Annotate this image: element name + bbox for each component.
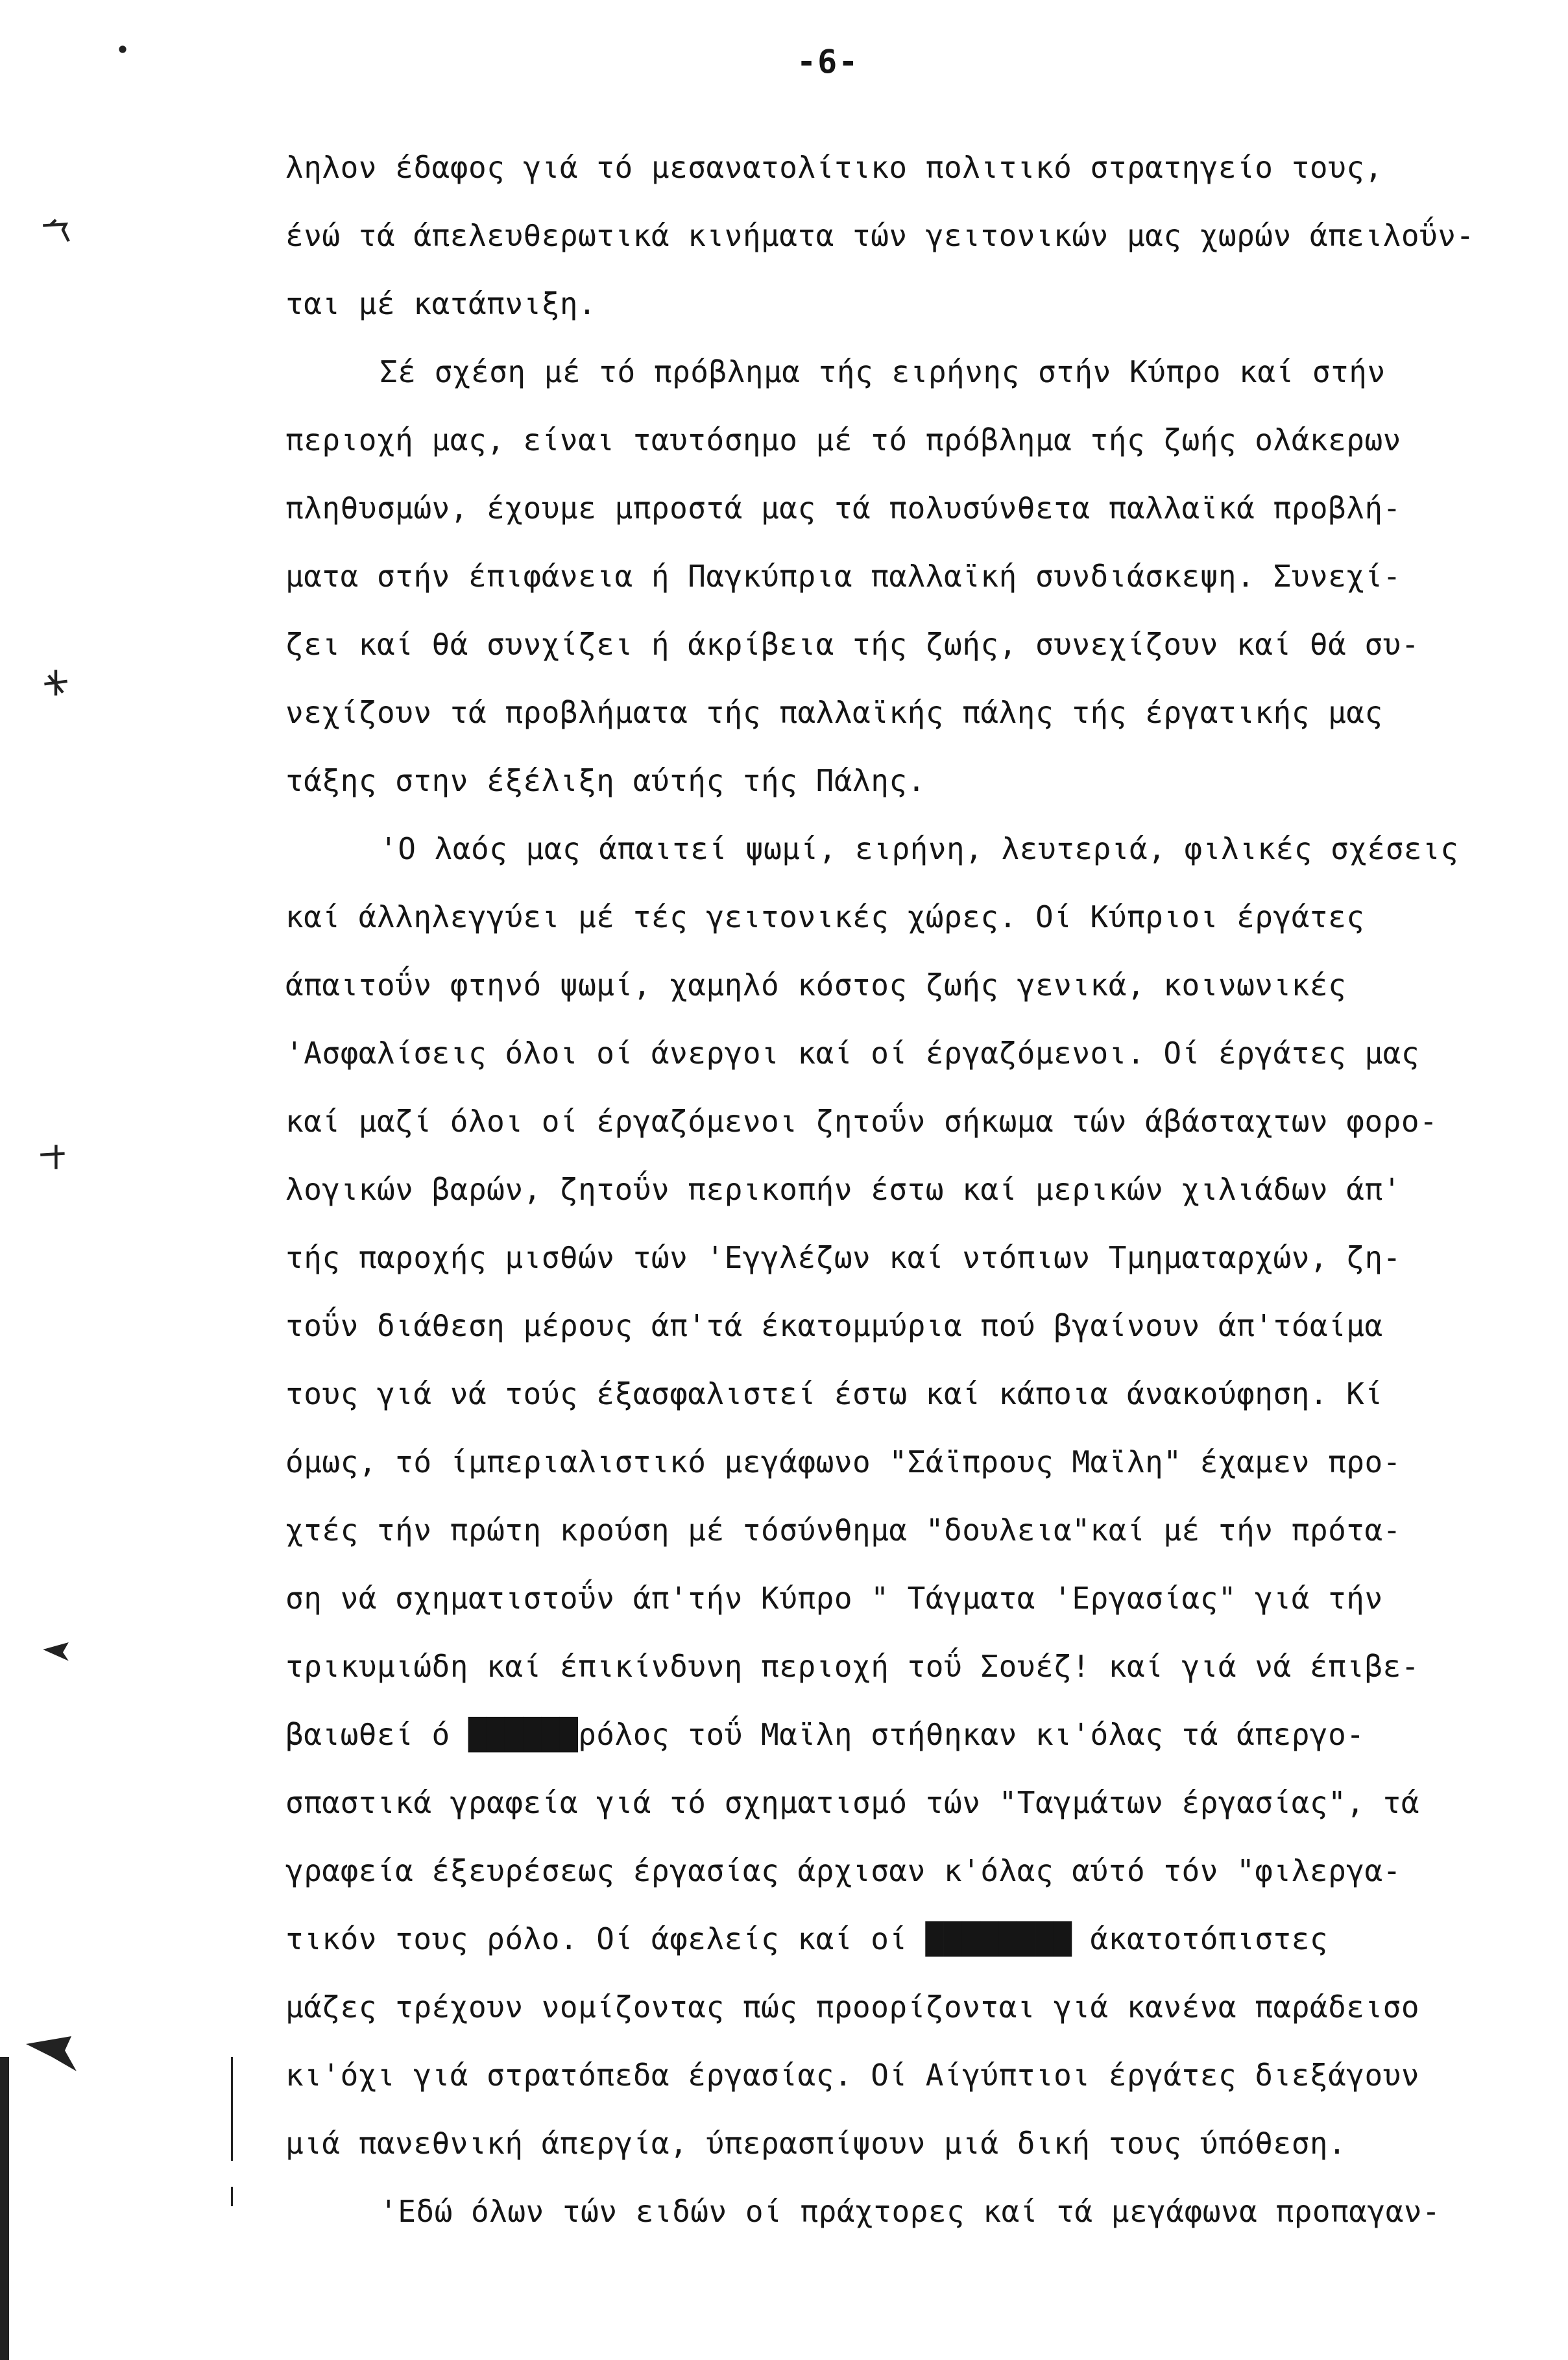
text-line: 'Ο λαός μας άπαιτεί ψωμί, ειρήνη, λευτεριά, φιλικές σχέσεις: [380, 831, 1459, 866]
text-line: μάζες τρέχουν νομίζοντας πώς προορίζονται γιά κανένα παράδεισο: [285, 1989, 1420, 2025]
text-line: βαιωθεί ό ██████ρόλος τοΰ Μαϊλη στήθηκαν κι'όλας τά άπεργο-: [285, 1717, 1365, 1752]
text-line: ληλον έδαφος γιά τό μεσανατολίτικο πολιτικό στρατηγείο τους,: [285, 150, 1383, 185]
text-line: ζει καί θά συνχίζει ή άκρίβεια τής ζωής, συνεχίζουν καί θά συ-: [285, 627, 1420, 662]
text-line: καί μαζί όλοι οί έργαζόμενοι ζητοΰν σήκωμα τών άβάσταχτων φορο-: [285, 1104, 1438, 1139]
margin-rule: [231, 2057, 233, 2161]
text-line: ση νά σχηματιστοΰν άπ'τήν Κύπρο " Τάγματα 'Εργασίας" γιά τήν: [285, 1581, 1383, 1616]
text-line: τοΰν διάθεση μέρους άπ'τά έκατομμύρια πού βγαίνουν άπ'τόαίμα: [285, 1308, 1383, 1343]
text-line: κι'όχι γιά στρατόπεδα έργασίας. Οί Αίγύπτιοι έργάτες διεξάγουν: [285, 2058, 1420, 2093]
text-line: τρικυμιώδη καί έπικίνδυνη περιοχή τοΰ Σουέζ! καί γιά νά έπιβε-: [285, 1649, 1420, 1684]
text-line: λογικών βαρών, ζητοΰν περικοπήν έστω καί μερικών χιλιάδων άπ': [285, 1172, 1401, 1207]
text-line: τικόν τους ρόλο. Οί άφελείς καί οί ████████ άκατοτόπιστες: [285, 1921, 1329, 1956]
text-line: περιοχή μας, είναι ταυτόσημο μέ τό πρόβλημα τής ζωής ολάκερων: [285, 422, 1401, 457]
text-line: τους γιά νά τούς έξασφαλιστεί έστω καί κάποια άνακούφηση. Κί: [285, 1376, 1383, 1411]
text-line: πληθυσμών, έχουμε μπροστά μας τά πολυσύνθετα παλλαϊκά προβλή-: [285, 491, 1401, 526]
arrow-left-icon: [39, 1142, 67, 1171]
scan-edge-shadow: [0, 2057, 9, 2360]
text-line: άπαιτοΰν φτηνό ψωμί, χαμηλό κόστος ζωής γενικά, κοινωνικές: [285, 967, 1347, 1003]
text-line: 'Εδώ όλων τών ειδών οί πράχτορες καί τά μεγάφωνα προπαγαν-: [380, 2194, 1441, 2229]
text-line: τάξης στην έξέλιξη αύτής τής Πάλης.: [285, 763, 926, 798]
text-line: τής παροχής μισθών τών 'Εγγλέζων καί ντόπιων Τμηματαρχών, ζη-: [285, 1240, 1401, 1275]
text-line: 'Ασφαλίσεις όλοι οί άνεργοι καί οί έργαζόμενοι. Οί έργάτες μας: [285, 1036, 1420, 1071]
text-line: όμως, τό ίμπεριαλιστικό μεγάφωνο "Σάϊπρους Μαϊλη" έχαμεν προ-: [285, 1444, 1401, 1479]
text-line: σπαστικά γραφεία γιά τό σχηματισμό τών "Ταγμάτων έργασίας", τά: [285, 1785, 1420, 1820]
text-line: ματα στήν έπιφάνεια ή Παγκύπρια παλλαϊκή συνδιάσκεψη. Συνεχί-: [285, 559, 1401, 594]
page-number: -6-: [797, 43, 860, 80]
text-line: μιά πανεθνική άπεργία, ύπερασπίψουν μιά δική τους ύπόθεση.: [285, 2126, 1347, 2161]
typed-text-body: [285, 134, 1538, 2246]
text-line: καί άλληλεγγύει μέ τές γειτονικές χώρες. Οί Κύπριοι έργάτες: [285, 899, 1365, 934]
text-line: ται μέ κατάπνιξη.: [285, 286, 597, 321]
text-line: ένώ τά άπελευθερωτικά κινήματα τών γειτονικών μας χωρών άπειλοΰν-: [285, 218, 1475, 253]
dot-icon: [118, 44, 127, 53]
text-line: Σέ σχέση μέ τό πρόβλημα τής ειρήνης στήν Κύπρο καί στήν: [380, 354, 1386, 389]
star-mark-icon: [42, 668, 70, 697]
text-line: χτές τήν πρώτη κρούση μέ τόσύνθημα "δουλεια"καί μέ τήν πρότα-: [285, 1513, 1401, 1548]
margin-rule: [231, 2187, 233, 2206]
arrow-left-icon: [42, 214, 70, 243]
text-line: γραφεία έξευρέσεως έργασίας άρχισαν κ'όλας αύτό τόν "φιλεργα-: [285, 1853, 1401, 1888]
arrow-left-icon: [42, 1635, 70, 1664]
arrow-left-icon: [26, 2031, 78, 2076]
text-line: νεχίζουν τά προβλήματα τής παλλαϊκής πάλης τής έργατικής μας: [285, 695, 1383, 730]
